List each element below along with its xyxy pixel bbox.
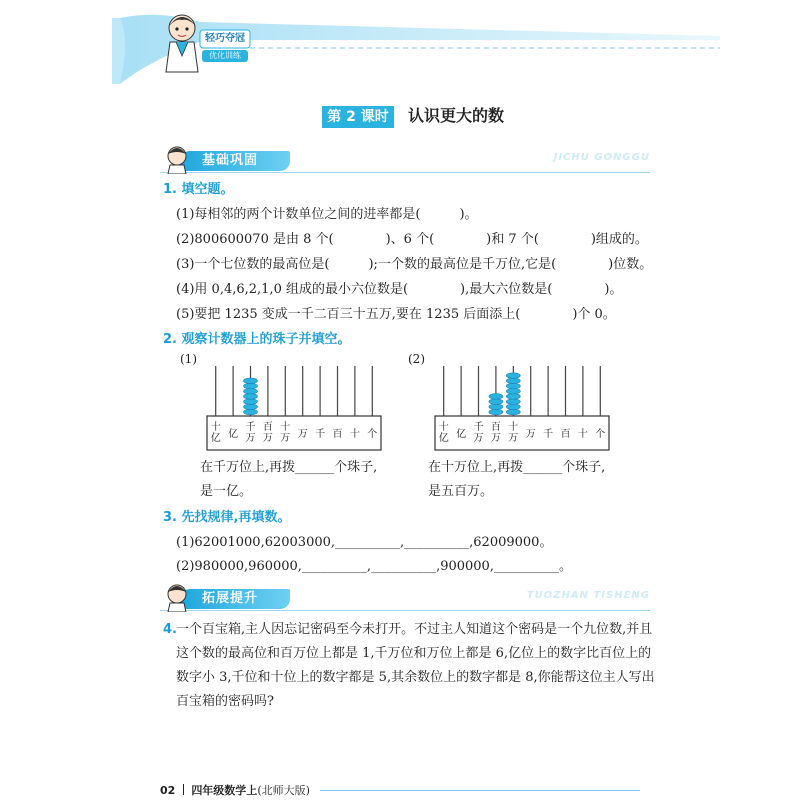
question-3-heading: 3. 先找规律,再填数。 <box>163 510 291 525</box>
abacus-1 <box>205 362 385 454</box>
abacus-place-label: 十 <box>280 422 291 433</box>
book-title: 四年级数学上 <box>191 784 258 797</box>
q1-item-4: (4)用 0,4,6,2,1,0 组成的最小六位数是( ),最大六位数是( )。 <box>176 282 623 297</box>
abacus-place-label: 个 <box>367 429 378 440</box>
abacus-place-label: 万 <box>490 433 501 444</box>
abacus-bead <box>506 373 520 379</box>
abacus-place-label: 千 <box>473 422 484 433</box>
abacus-place-label: 十 <box>508 422 519 433</box>
abacus-2-tag: (2) <box>408 352 425 366</box>
q1-item-1: (1)每相邻的两个计数单位之间的进率都是( )。 <box>176 207 478 222</box>
q3-item-2: (2)980000,960000,__________,__________,900000,__________。 <box>176 559 572 574</box>
abacus-place-label: 万 <box>297 429 308 440</box>
abacus-bead <box>244 394 258 400</box>
abacus-place-label: 十 <box>210 422 221 433</box>
footer-rule <box>320 790 640 791</box>
question-1-heading: 1. 填空题。 <box>163 182 234 197</box>
student-icon <box>162 144 192 174</box>
abacus-1-prompt-end: 是一亿。 <box>200 484 253 499</box>
abacus-bead <box>506 409 520 415</box>
abacus-2 <box>433 362 613 454</box>
abacus-place-label: 千 <box>543 429 554 440</box>
abacus-bead <box>244 409 258 415</box>
abacus-bead <box>244 404 258 410</box>
abacus-place-label: 百 <box>332 429 343 440</box>
page-footer <box>160 784 310 798</box>
abacus-bead <box>506 399 520 405</box>
section-label-en: JICHU GONGGU <box>553 152 650 163</box>
question-4-number: 4. <box>163 622 177 637</box>
abacus-place-label: 亿 <box>438 433 449 444</box>
section-label: 基础巩固 <box>202 153 259 168</box>
abacus-place-label: 万 <box>262 433 273 444</box>
lesson-badge: 第 2 课时 <box>322 106 394 128</box>
section-label-en: TUOZHAN TISHENG <box>526 590 650 601</box>
q1-item-2: (2)800600070 是由 8 个( )、6 个( )和 7 个( )组成的。 <box>176 232 648 247</box>
abacus-place-label: 十 <box>438 422 449 433</box>
lesson-title: 认识更大的数 <box>408 106 505 125</box>
section-label: 拓展提升 <box>202 591 259 606</box>
student-icon <box>162 582 192 612</box>
abacus-place-label: 千 <box>315 429 326 440</box>
question-2-heading: 2. 观察计数器上的珠子并填空。 <box>163 332 351 347</box>
abacus-bead <box>489 409 503 415</box>
abacus-bead <box>506 378 520 384</box>
section-header-extend <box>160 588 650 611</box>
abacus-bead <box>506 394 520 400</box>
header-banner <box>0 0 800 88</box>
q1-item-5: (5)要把 1235 变成一千二百三十五万,要在 1235 后面添上( )个 0。 <box>176 307 616 322</box>
abacus-bead <box>506 404 520 410</box>
abacus-place-label: 十 <box>349 429 360 440</box>
abacus-place-label: 万 <box>473 433 484 444</box>
abacus-2-prompt: 在十万位上,再拨______个珠子, <box>428 460 606 475</box>
q3-item-1: (1)62001000,62003000,__________,__________,62009000。 <box>176 535 553 550</box>
abacus-place-label: 百 <box>262 422 273 433</box>
brand-subtitle: 优化训练 <box>209 51 241 60</box>
abacus-bead <box>244 399 258 405</box>
book-edition: (北师大版) <box>257 784 310 797</box>
abacus-bead <box>489 404 503 410</box>
abacus-bead <box>489 399 503 405</box>
abacus-place-label: 百 <box>490 422 501 433</box>
abacus-place-label: 千 <box>245 422 256 433</box>
abacus-bead <box>244 388 258 394</box>
abacus-place-label: 万 <box>508 433 519 444</box>
abacus-bead <box>244 378 258 384</box>
mascot-icon <box>166 15 198 72</box>
abacus-place-label: 万 <box>245 433 256 444</box>
abacus-bead <box>506 388 520 394</box>
abacus-place-label: 万 <box>280 433 291 444</box>
abacus-2-prompt-end: 是五百万。 <box>428 484 494 499</box>
question-4-text: 一个百宝箱,主人因忘记密码至今未打开。不过主人知道这个密码是一个九位数,并且这个数的最高位和百万位上都是 1,千万位和万位上都是 6,亿位上的数字比百位上的数字小 3,千位和十位上的数字都是 5,其余数位上的数字都是 8,你能帮这位主人写出百宝箱的密码吗? <box>176 622 655 709</box>
q1-item-3: (3)一个七位数的最高位是( );一个数的最高位是千万位,它是( )位数。 <box>176 257 653 272</box>
abacus-place-label: 亿 <box>456 429 467 440</box>
abacus-place-label: 十 <box>577 429 588 440</box>
abacus-bead <box>244 383 258 389</box>
section-header-basic <box>160 150 650 173</box>
abacus-1-prompt: 在千万位上,再拨______个珠子, <box>200 460 378 475</box>
abacus-place-label: 百 <box>560 429 571 440</box>
abacus-place-label: 万 <box>525 429 536 440</box>
abacus-place-label: 亿 <box>210 433 221 444</box>
abacus-bead <box>489 394 503 400</box>
page-number: 02 <box>160 784 176 797</box>
abacus-place-label: 亿 <box>228 429 239 440</box>
abacus-1-tag: (1) <box>180 352 197 366</box>
abacus-place-label: 个 <box>595 429 606 440</box>
abacus-bead <box>506 383 520 389</box>
brand-name: 轻巧夺冠 <box>205 33 245 44</box>
